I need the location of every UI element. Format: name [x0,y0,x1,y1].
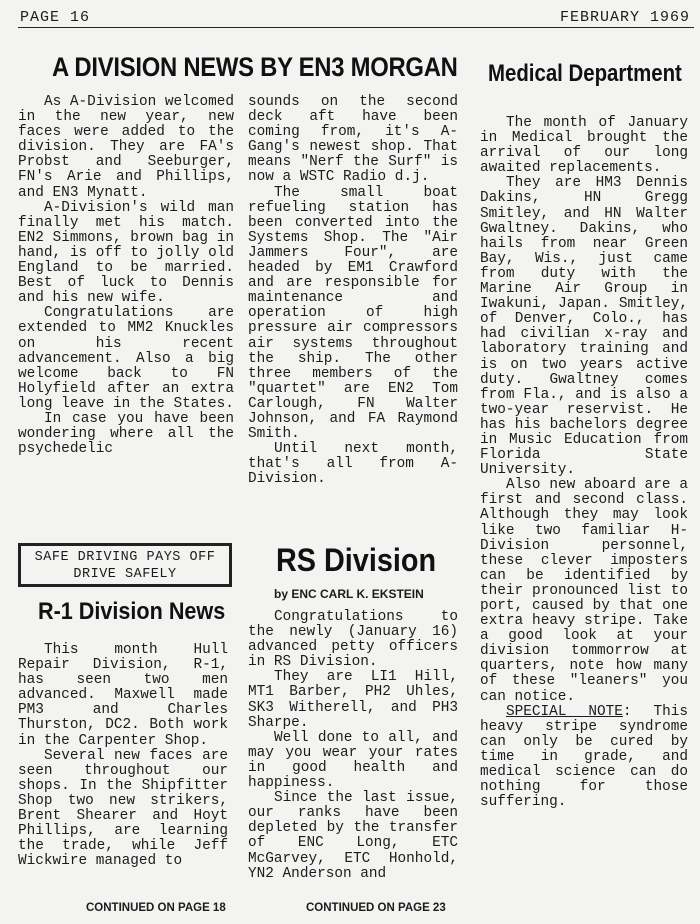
a-division-headline: A DIVISION NEWS BY EN3 MORGAN [52,52,458,82]
a-division-paragraph: As A-Division welcomed in the new year, new faces were added to the division. They are FA's Probst and Seeburger, FN's Arie and Phillips, and EN3 Mynatt. [18,94,234,201]
page-number: PAGE 16 [20,9,91,26]
safe-driving-line-2: DRIVE SAFELY [73,567,177,582]
rs-paragraph: Well done to all, and may you wear your rates in good health and happiness. [248,729,458,792]
r1-continued: CONTINUED ON PAGE 18 [86,902,226,914]
medical-paragraph: They are HM3 Dennis Dakins, HN Gregg Smitley, and HN Walter Gwaltney. Dakins, who hails from near Green Bay, Wis., just came from duty with the Marine Air Group in Iwakuni, Japan. Smitley, of Denver, Colo., has had civilian x-ray and laboratory training and is on two years active duty. Gwaltney comes from Fla., and is also a two-year reservist. He has his bachelors degree in Music Education from Florida State University. [480,175,688,479]
rs-paragraph: Congratulations to the newly (January 16) advanced petty officers in RS Division. [248,609,458,671]
rs-column [248,610,458,882]
safe-driving-box [18,543,232,587]
a-division-column-1 [18,95,234,457]
medical-headline: Medical Department [488,60,682,87]
safe-driving-line-1: SAFE DRIVING PAYS OFF [34,550,216,565]
rs-byline: by ENC CARL K. EKSTEIN [274,587,424,601]
a-division-paragraph: Until next month, that's all from A-Division. [248,441,458,488]
rs-continued: CONTINUED ON PAGE 23 [306,902,446,914]
medical-special-note [480,705,688,811]
issue-date: FEBRUARY 1969 [559,9,690,26]
r1-paragraph: Several new faces are seen throughout our shops. In the Shipfitter Shop two new strikers, Brent Shearer and Hoyt Phillips, are learning the trade, while Jeff Wickwire managed to [18,747,228,870]
a-division-paragraph: Congratulations are extended to MM2 Knuckles on his recent advancement. Also a big welcome back to FN Holyfield after an extra long leave in the States. [18,305,234,412]
page-header [18,6,694,28]
r1-column [18,643,228,869]
medical-paragraph: Also new aboard are a first and second class. Although they may look like two familiar H-Division personnel, these clever imposters can be identified by their pronounced list to port, caused by that one extra heavy stripe. Take a good look at your division tommorrow at quarters, note how many of these "leaners" you can notice. [480,477,688,705]
rs-headline: RS Division [276,542,437,578]
r1-paragraph: This month Hull Repair Division, R-1, has seen two men advanced. Maxwell made PM3 and Charles Thurston, DC2. Both work in the Carpenter Shop. [18,642,228,749]
a-division-paragraph: The small boat refueling station has been converted into the Systems Shop. The "Air Jammers Four", are headed by EM1 Crawford and are responsible for maintenance and operation of high pressure air compressors air systems throughout the ship. The other three members of the "quartet" are EN2 Tom Carlough, FN Walter Johnson, and FA Raymond Smith. [248,184,458,443]
rs-paragraph: They are LI1 Hill, MT1 Barber, PH2 Uhles, SK3 Witherell, and PH3 Sharpe. [248,669,458,731]
a-division-column-2 [248,95,458,487]
medical-column [480,116,688,810]
r1-headline: R-1 Division News [38,598,226,625]
rs-paragraph: Since the last issue, our ranks have been depleted by the transfer of ENC Long, ETC McGarvey, ETC Honhold, YN2 Anderson and [248,790,458,882]
a-division-paragraph: A-Division's wild man finally met his match. EN2 Simmons, brown bag in hand, is off to jolly old England to be married. Best of luck to Dennis and his new wife. [18,199,234,307]
special-note-text: : This heavy stripe syndrome can only be cured by time in grade, and medical science can do nothing for those suffering. [480,703,688,811]
a-division-paragraph: sounds on the second deck aft have been coming from, it's A-Gang's newest shop. That means "Nerf the Surf" is now a WSTC Radio d.j. [248,94,458,186]
medical-paragraph: The month of January in Medical brought the arrival of our long awaited replacements. [480,115,688,177]
a-division-paragraph: In case you have been wondering where all the psychedelic [18,410,234,458]
special-note-label: SPECIAL NOTE [506,703,623,720]
